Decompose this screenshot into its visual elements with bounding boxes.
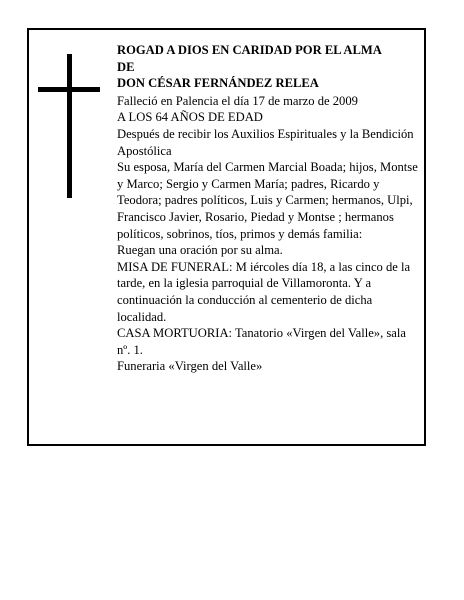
obituary-text bbox=[117, 42, 420, 375]
death-info: Falleció en Palencia el día 17 de marzo de 2009 bbox=[117, 93, 358, 108]
prayer-request: Ruegan una oración por su alma. bbox=[117, 243, 283, 258]
age-line: A LOS 64 AÑOS DE EDAD bbox=[117, 110, 263, 125]
deceased-name: DON CÉSAR FERNÁNDEZ RELEA bbox=[117, 76, 319, 91]
funeral-mass: MISA DE FUNERAL: M iércoles día 18, a las cinco de la tarde, en la iglesia parroquial de Villamoronta. Y a continuación la conducción al cementerio de dicha localidad. bbox=[117, 259, 411, 324]
heading-line1: ROGAD A DIOS EN CARIDAD POR EL ALMA bbox=[117, 43, 382, 57]
sacraments-line: Después de recibir los Auxilios Espirituales y la Bendición Apostólica bbox=[117, 126, 414, 158]
cross-vertical-bar bbox=[67, 54, 72, 198]
cross-horizontal-bar bbox=[38, 87, 100, 92]
funeral-service: Funeraria «Virgen del Valle» bbox=[117, 359, 263, 374]
heading-line2: DE bbox=[117, 59, 135, 74]
cross-icon bbox=[38, 54, 100, 198]
funeral-home: CASA MORTUORIA: Tanatorio «Virgen del Valle», sala nº. 1. bbox=[117, 326, 406, 357]
family-list: Su esposa, María del Carmen Marcial Boada; hijos, Montse y Marco; Sergio y Carmen María; padres, Ricardo y Teodora; padres políticos, Luis y Carmen; hermanos, Ulpi, Francisco Javier, Rosario, Piedad y Montse ; hermanos políticos, sobrinos, tíos, primos y demás familia: bbox=[117, 160, 418, 241]
obituary-notice bbox=[27, 28, 426, 446]
